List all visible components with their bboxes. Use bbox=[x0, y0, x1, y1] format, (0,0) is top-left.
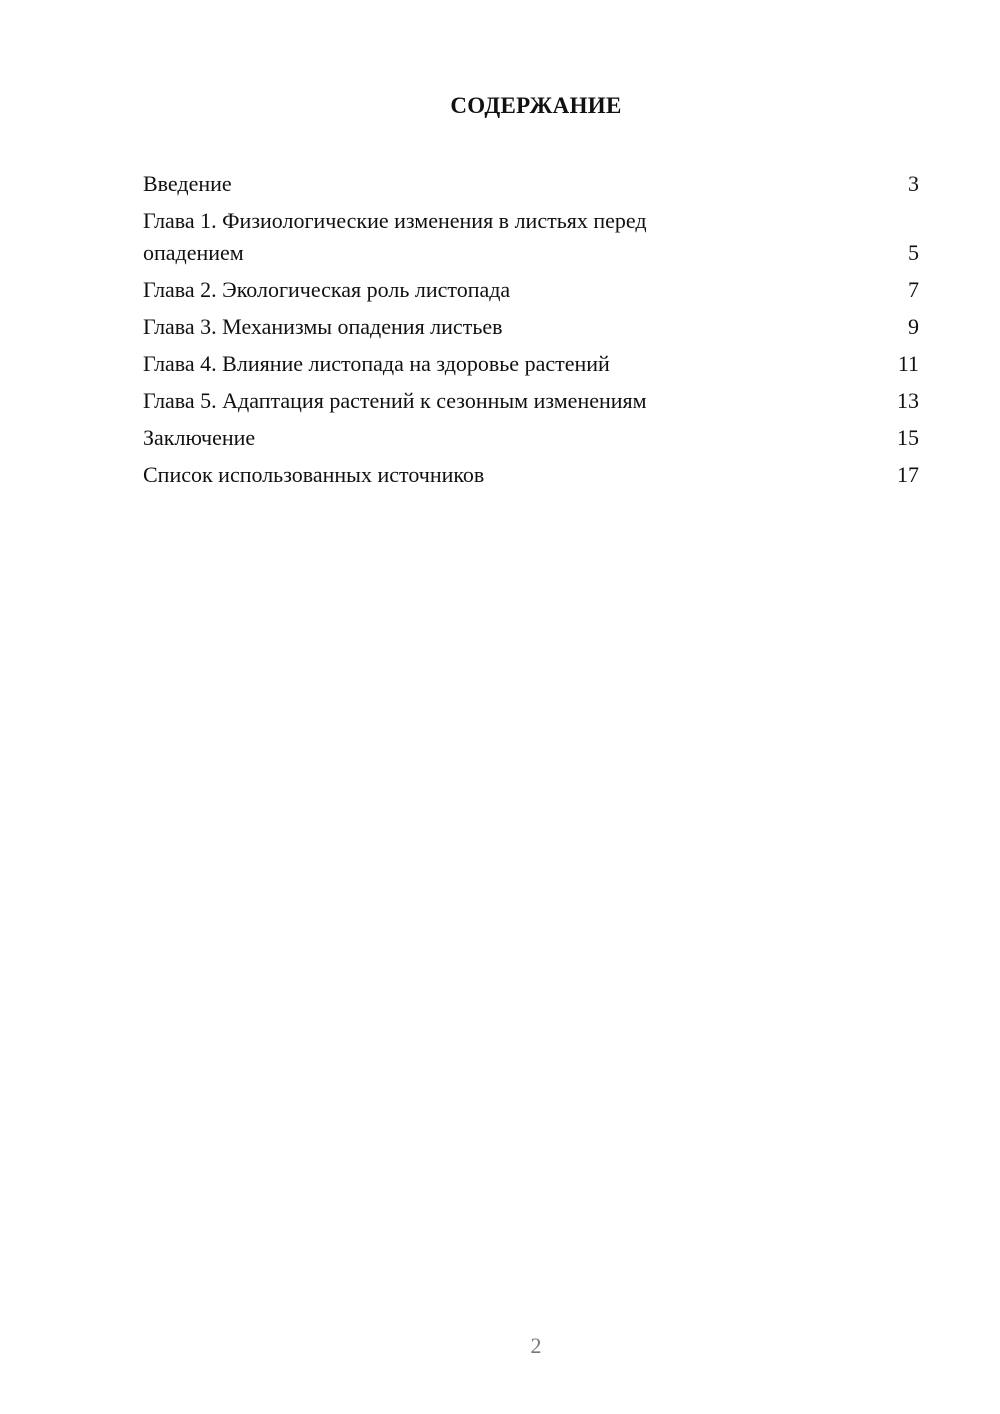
toc-entry-chapter-2 bbox=[143, 274, 919, 306]
toc-entry-label: Глава 5. Адаптация растений к сезонным изменениям bbox=[143, 388, 647, 413]
toc-entry-page: 13 bbox=[897, 388, 919, 413]
toc-entry-page: 7 bbox=[908, 277, 919, 302]
toc-entry-chapter-5 bbox=[143, 385, 919, 417]
toc-entry-chapter-3 bbox=[143, 311, 919, 343]
toc-entry-page: 17 bbox=[897, 462, 919, 487]
toc-entry-chapter-4 bbox=[143, 348, 919, 380]
toc-entry-page: 5 bbox=[908, 240, 919, 265]
toc-entry-label: Введение bbox=[143, 171, 232, 196]
toc-entry-label: Список использованных источников bbox=[143, 462, 485, 487]
table-of-contents bbox=[143, 168, 919, 496]
toc-entry-chapter-1 bbox=[143, 205, 919, 269]
toc-entry-page: 3 bbox=[908, 171, 919, 196]
toc-entry-page: 15 bbox=[897, 425, 919, 450]
toc-entry-page: 9 bbox=[908, 314, 919, 339]
toc-title: СОДЕРЖАНИЕ bbox=[450, 93, 622, 118]
page-number: 2 bbox=[530, 1333, 542, 1358]
toc-entry-label: Глава 1. Физиологические изменения в листьях перед опадением bbox=[143, 208, 647, 265]
toc-entry-label: Глава 4. Влияние листопада на здоровье растений bbox=[143, 351, 610, 376]
toc-entry-page: 11 bbox=[897, 351, 919, 376]
toc-entry-conclusion bbox=[143, 422, 919, 454]
toc-entry-label: Глава 3. Механизмы опадения листьев bbox=[143, 314, 503, 339]
toc-entry-references bbox=[143, 459, 919, 491]
toc-entry-introduction bbox=[143, 168, 919, 200]
toc-entry-label: Заключение bbox=[143, 425, 256, 450]
toc-entry-label: Глава 2. Экологическая роль листопада bbox=[143, 277, 511, 302]
